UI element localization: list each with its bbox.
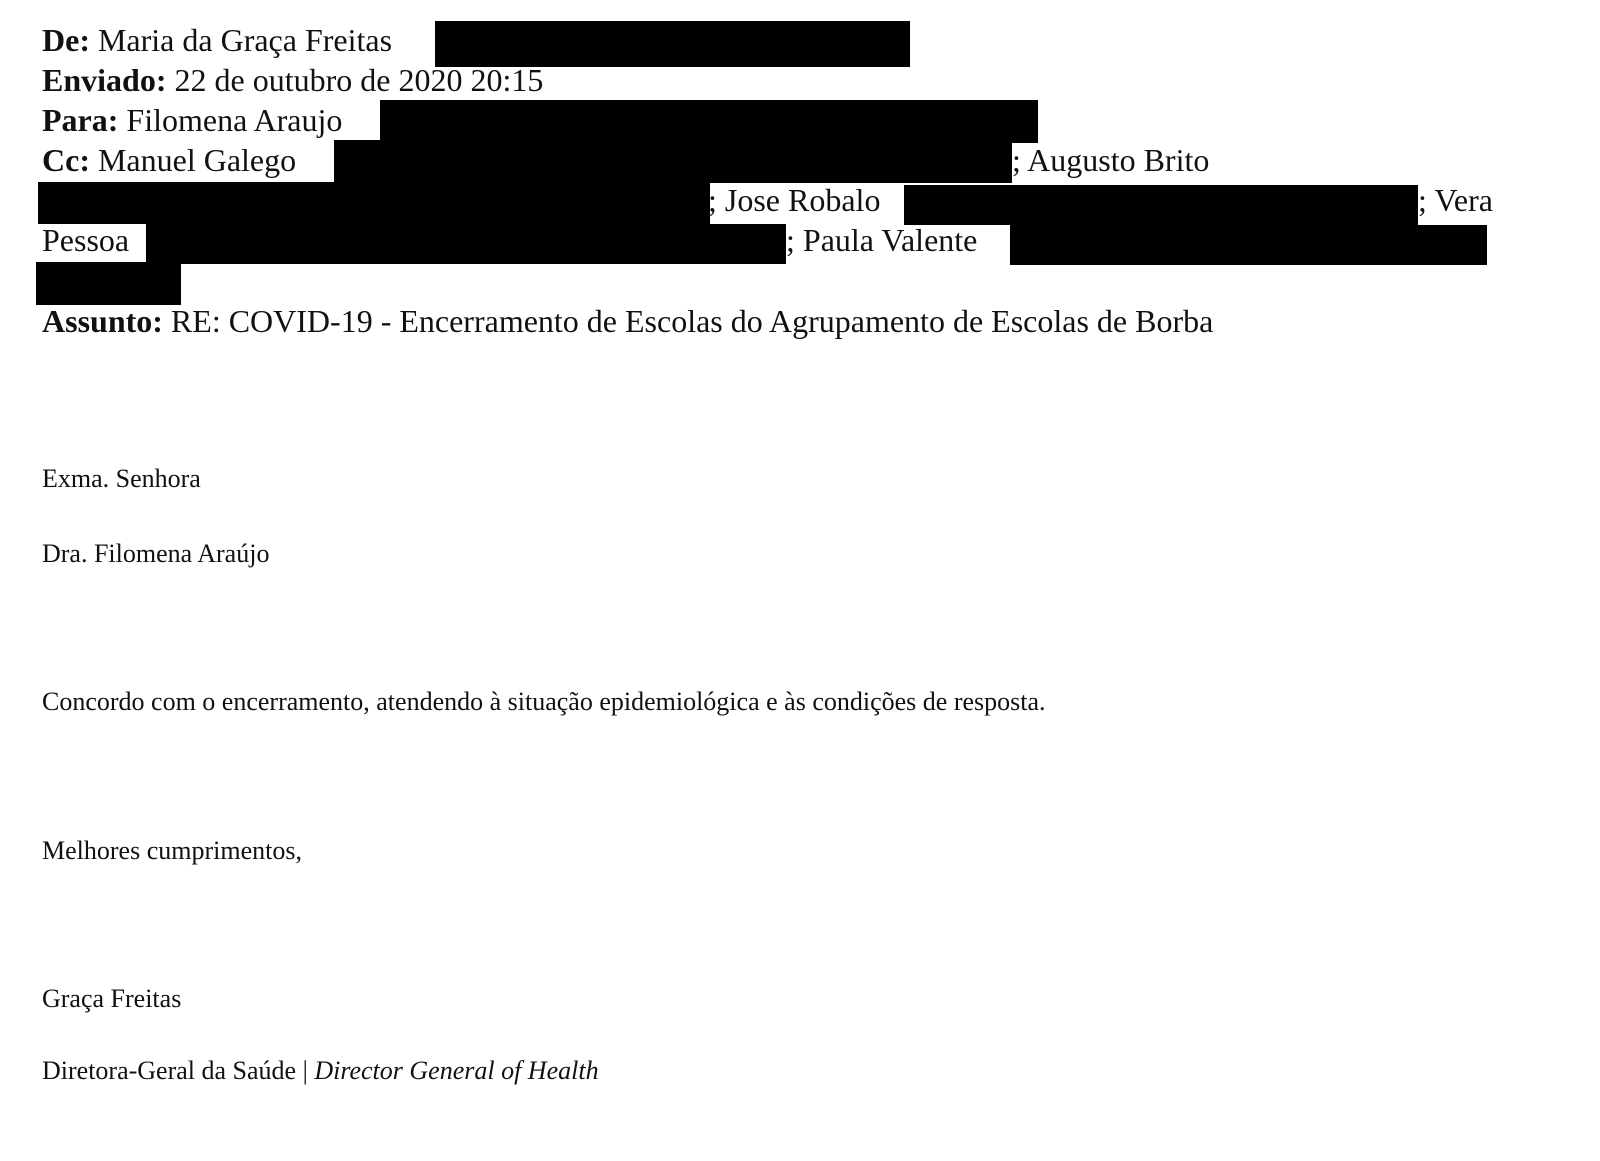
- cc-name-vera: ; Vera: [1418, 182, 1493, 218]
- cc-line-paula: [786, 220, 977, 260]
- cc-line-jose: [708, 180, 880, 220]
- to-value: Filomena Araujo: [126, 102, 343, 138]
- redaction-block: [380, 100, 1038, 143]
- redaction-block: [146, 224, 786, 264]
- redaction-block: [904, 185, 1418, 225]
- subject-line: [42, 301, 1213, 341]
- redaction-block: [1010, 225, 1487, 265]
- subject-label: Assunto:: [42, 303, 163, 339]
- cc-name-jose: ; Jose Robalo: [708, 182, 881, 218]
- closing-line: Melhores cumprimentos,: [42, 836, 302, 865]
- cc-line-augusto: [1012, 140, 1209, 180]
- redaction-block: [38, 182, 710, 224]
- signature-title-pt: Diretora-Geral da Saúde |: [42, 1056, 315, 1085]
- sent-label: Enviado:: [42, 62, 167, 98]
- signature-title: [42, 1055, 599, 1087]
- cc-name-augusto: ; Augusto Brito: [1012, 142, 1210, 178]
- subject-value: RE: COVID-19 - Encerramento de Escolas do Agrupamento de Escolas de Borba: [170, 303, 1214, 339]
- cc-name-manuel: Manuel Galego: [97, 142, 297, 178]
- cc-line: [42, 140, 296, 180]
- sent-line: [42, 60, 543, 100]
- to-label: Para:: [42, 102, 119, 138]
- body-paragraph: Concordo com o encerramento, atendendo à situação epidemiológica e às condições de resposta.: [42, 687, 1046, 716]
- cc-name-paula: ; Paula Valente: [786, 222, 978, 258]
- from-label: De:: [42, 22, 90, 58]
- salutation-line-2: Dra. Filomena Araújo: [42, 539, 270, 568]
- cc-name-pessoa: Pessoa: [42, 222, 130, 258]
- sent-value: 22 de outubro de 2020 20:15: [174, 62, 544, 98]
- cc-line-vera: [1418, 180, 1493, 220]
- to-line: [42, 100, 342, 140]
- redaction-block: [36, 262, 181, 305]
- cc-label: Cc:: [42, 142, 90, 178]
- redaction-block: [334, 140, 1012, 183]
- cc-line-pessoa: [42, 220, 129, 260]
- from-line: [42, 20, 392, 60]
- salutation-line-1: Exma. Senhora: [42, 464, 201, 493]
- from-value: Maria da Graça Freitas: [97, 22, 393, 58]
- signature-name: Graça Freitas: [42, 984, 182, 1013]
- signature-title-en: Director General of Health: [314, 1056, 599, 1085]
